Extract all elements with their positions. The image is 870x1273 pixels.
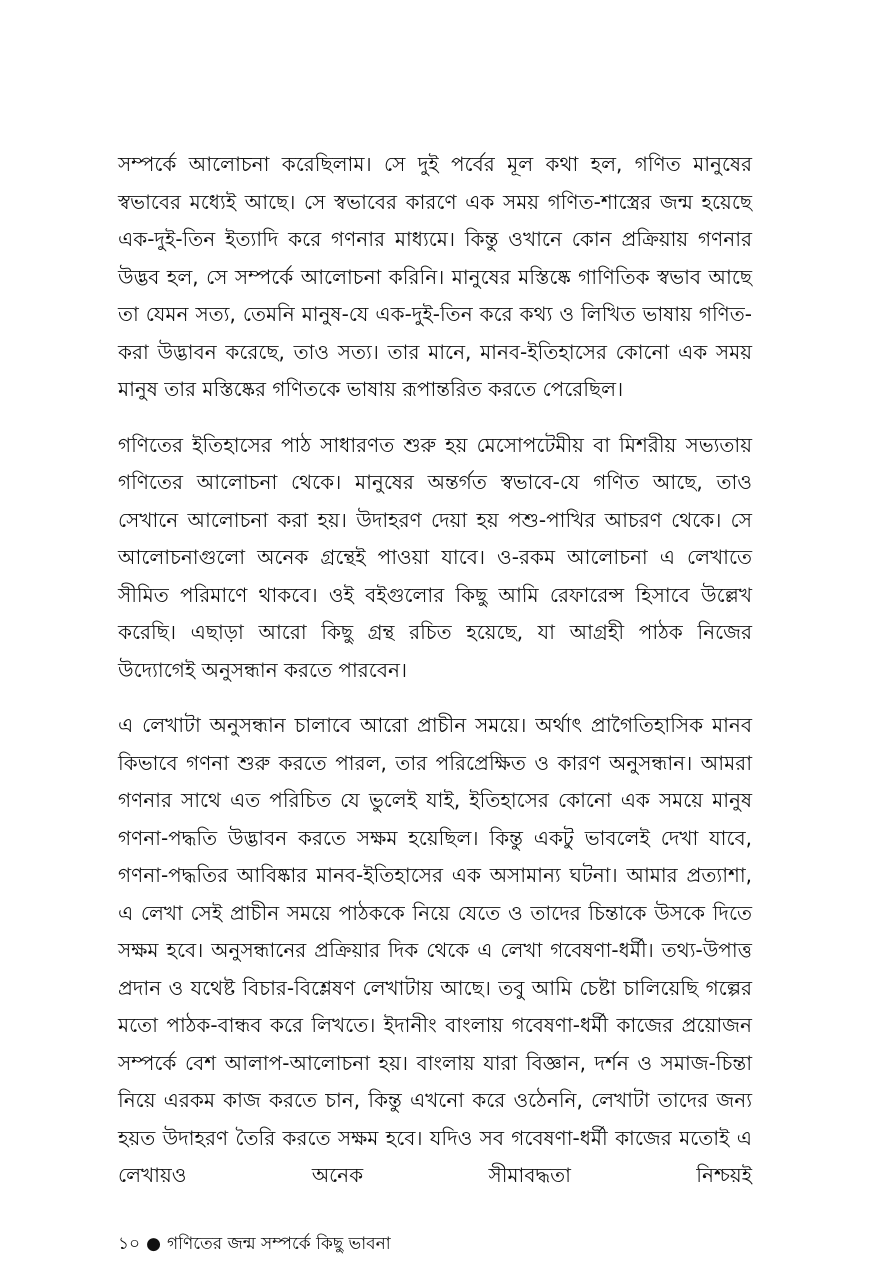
page-number: ১০ xyxy=(118,1234,141,1254)
running-title: গণিতের জন্ম সম্পর্কে কিছু ভাবনা xyxy=(166,1234,391,1254)
paragraph-1: সম্পর্কে আলোচনা করেছিলাম। সে দুই পর্বের মূল কথা হল, গণিত মানুষের স্বভাবের মধ্যেই আছে। সে স্বভাবের কারণে এক সময় গণিত-শাস্ত্রের জন্ম হয়েছে এক-দুই-তিন ইত্যাদি করে গণনার মাধ্যমে। কিন্তু ওখানে কোন প্রক্রিয়ায় গণনার উদ্ভব হল, সে সম্পর্কে আলোচনা করিনি। মানুষের মস্তিষ্কে গাণিতিক স্বভাব আছে তা যেমন সত্য, তেমনি মানুষ-যে এক-দুই-তিন করে কথ্য ও লিখিত ভাষায় গণিত-করা উদ্ভাবন করেছে, তাও সত্য। তার মানে, মানব-ইতিহাসের কোনো এক সময় মানুষ তার মস্তিষ্কের গণিতকে ভাষায় রূপান্তরিত করতে পেরেছিল। xyxy=(118,152,752,401)
paragraph-3: এ লেখাটা অনুসন্ধান চালাবে আরো প্রাচীন সময়ে। অর্থাৎ প্রাগৈতিহাসিক মানব কিভাবে গণনা শুরু করতে পারল, তার পরিপ্রেক্ষিত ও কারণ অনুসন্ধান। আমরা গণনার সাথে এত পরিচিত যে ভুলেই যাই, ইতিহাসের কোনো এক সময়ে মানুষ গণনা-পদ্ধতি উদ্ভাবন করতে সক্ষম হয়েছিল। কিন্তু একটু ভাবলেই দেখা যাবে, গণনা-পদ্ধতির আবিষ্কার মানব-ইতিহাসের এক অসামান্য ঘটনা। আমার প্রত্যাশা, এ লেখা সেই প্রাচীন সময়ে পাঠককে নিয়ে যেতে ও তাদের চিন্তাকে উসকে দিতে সক্ষম হবে। অনুসন্ধানের প্রক্রিয়ার দিক থেকে এ লেখা গবেষণা-ধর্মী। তথ্য-উপাত্ত প্রদান ও যথেষ্ট বিচার-বিশ্লেষণ লেখাটায় আছে। তবু আমি চেষ্টা চালিয়েছি গল্পের মতো পাঠক-বান্ধব করে লিখতে। ইদানীং বাংলায় গবেষণা-ধর্মী কাজের প্রয়োজন সম্পর্কে বেশ আলাপ-আলোচনা হয়। বাংলায় যারা বিজ্ঞান, দর্শন ও সমাজ-চিন্তা নিয়ে এরকম কাজ করতে চান, কিন্তু এখনো করে ওঠেননি, লেখাটা তাদের জন্য হয়ত উদাহরণ তৈরি করতে সক্ষম হবে। যদিও সব গবেষণা-ধর্মী কাজের মতোই এ লেখায়ও অনেক সীমাবদ্ধতা নিশ্চয়ই xyxy=(118,713,752,1187)
body-text xyxy=(118,146,752,1213)
bullet-separator-icon: ● xyxy=(146,1234,161,1254)
page-footer xyxy=(118,1232,391,1256)
paragraph-2: গণিতের ইতিহাসের পাঠ সাধারণত শুরু হয় মেসোপটেমীয় বা মিশরীয় সভ্যতায় গণিতের আলোচনা থেকে। মানুষের অন্তর্গত স্বভাবে-যে গণিত আছে, তাও সেখানে আলোচনা করা হয়। উদাহরণ দেয়া হয় পশু-পাখির আচরণ থেকে। সে আলোচনাগুলো অনেক গ্রন্থেই পাওয়া যাবে। ও-রকম আলোচনা এ লেখাতে সীমিত পরিমাণে থাকবে। ওই বইগুলোর কিছু আমি রেফারেন্স হিসাবে উল্লেখ করেছি। এছাড়া আরো কিছু গ্রন্থ রচিত হয়েছে, যা আগ্রহী পাঠক নিজের উদ্যোগেই অনুসন্ধান করতে পারবেন। xyxy=(118,432,752,682)
